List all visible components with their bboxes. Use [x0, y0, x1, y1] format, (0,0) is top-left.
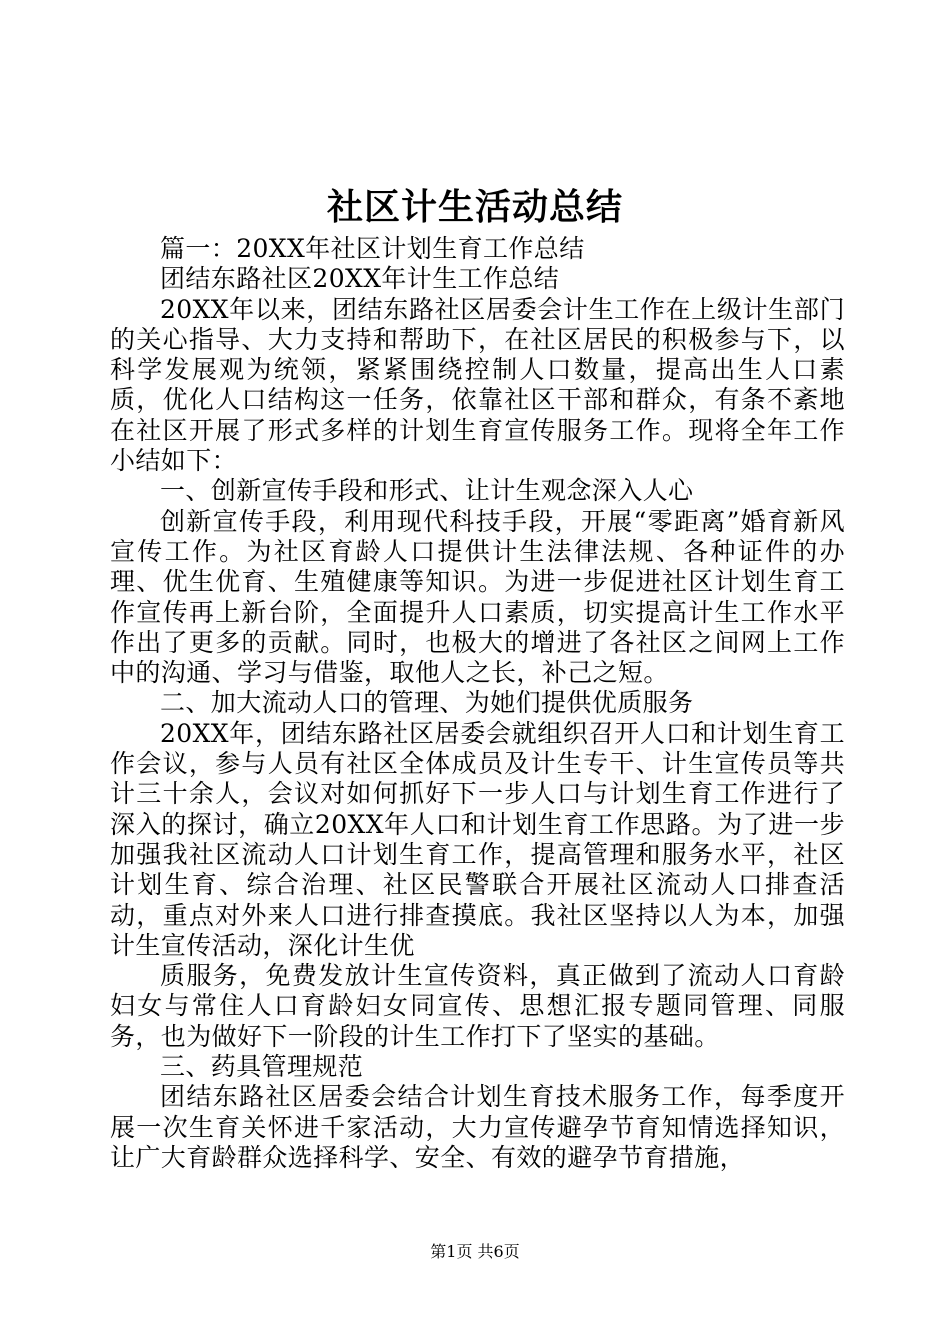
- paragraph: 创新宣传手段，利用现代科技手段，开展“零距离”婚育新风宣传工作。为社区育龄人口提供计生法律法规、各种证件的办理、优生优育、生殖健康等知识。为进一步促进社区计划生育工作宣传再上新台阶，全面提升人口素质，切实提高计生工作水平作出了更多的贡献。同时，也极大的增进了各社区之间网上工作中的沟通、学习与借鉴，取他人之长，补己之短。: [110, 506, 845, 688]
- document-body: [110, 234, 845, 1173]
- section-heading: 三、药具管理规范: [160, 1052, 364, 1082]
- section-heading: 一、创新宣传手段和形式、让计生观念深入人心: [160, 476, 694, 506]
- document-title: 社区计生活动总结: [326, 187, 623, 228]
- page-number: 第1页 共6页: [430, 1242, 520, 1261]
- paragraph: 质服务，免费发放计生宣传资料，真正做到了流动人口育龄妇女与常住人口育龄妇女同宣传、思想汇报专题同管理、同服务，也为做好下一阶段的计生工作打下了坚实的基础。: [110, 961, 845, 1051]
- section-heading: 二、加大流动人口的管理、为她们提供优质服务: [160, 688, 694, 718]
- subheading: 团结东路社区20XX年计生工作总结: [160, 264, 560, 294]
- section-heading: 篇一：20XX年社区计划生育工作总结: [160, 234, 585, 263]
- paragraph: 20XX年，团结东路社区居委会就组织召开人口和计划生育工作会议，参与人员有社区全体成员及计生专干、计生宣传员等共计三十余人，会议对如何抓好下一步人口与计划生育工作进行了深入的探讨，确立20XX年人口和计划生育工作思路。为了进一步加强我社区流动人口计划生育工作，提高管理和服务水平，社区计划生育、综合治理、社区民警联合开展社区流动人口排查活动，重点对外来人口进行排查摸底。我社区坚持以人为本，加强计生宣传活动，深化计生优: [110, 718, 845, 960]
- paragraph: 团结东路社区居委会结合计划生育技术服务工作，每季度开展一次生育关怀进千家活动，大力宣传避孕节育知情选择知识，让广大育龄群众选择科学、安全、有效的避孕节育措施，: [110, 1082, 845, 1172]
- paragraph: 20XX年以来，团结东路社区居委会计生工作在上级计生部门的关心指导、大力支持和帮助下，在社区居民的积极参与下，以科学发展观为统领，紧紧围绕控制人口数量，提高出生人口素质，优化人口结构这一任务，依靠社区干部和群众，有条不紊地在社区开展了形式多样的计划生育宣传服务工作。现将全年工作小结如下：: [110, 294, 845, 476]
